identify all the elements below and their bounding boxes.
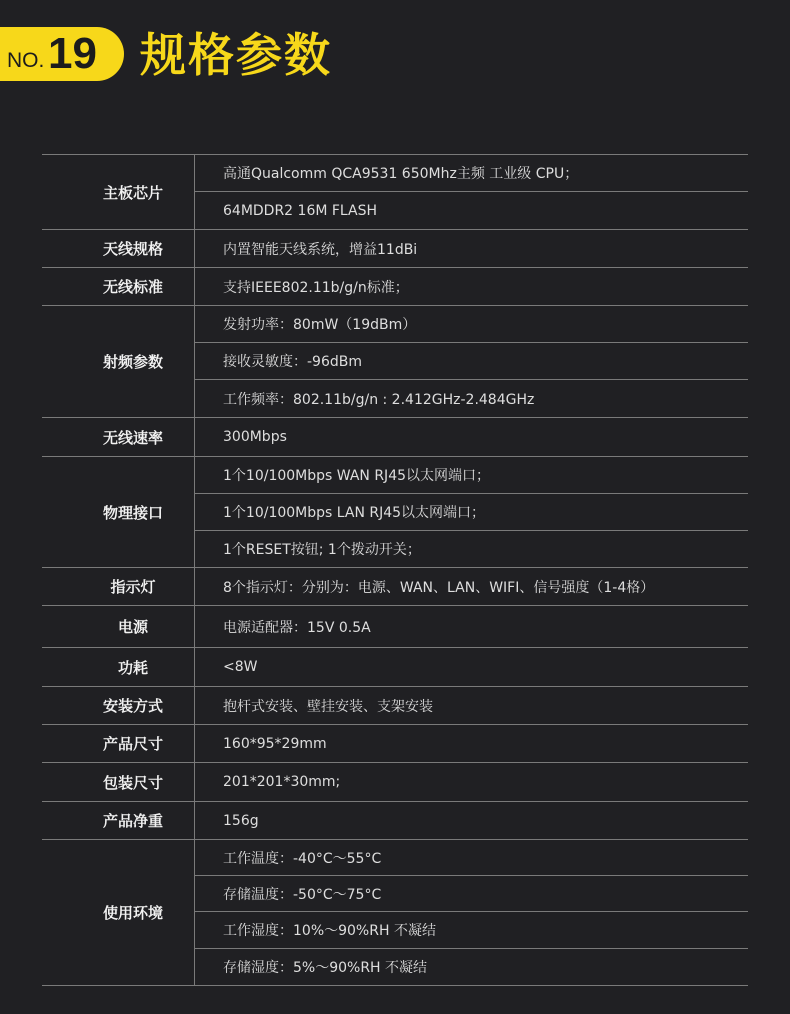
spec-values: [195, 268, 748, 305]
spec-value: 300Mbps: [223, 429, 287, 445]
spec-group: [42, 155, 748, 230]
spec-values: [195, 155, 748, 229]
spec-group: [42, 306, 748, 418]
section-header: [0, 27, 790, 87]
spec-group: [42, 802, 748, 840]
spec-values: [195, 840, 748, 985]
spec-values: [195, 568, 748, 605]
spec-value: 抱杆式安装、壁挂安装、支架安装: [223, 698, 433, 715]
spec-label: 无线标准: [42, 268, 195, 305]
badge-prefix: NO.: [7, 49, 45, 72]
spec-values: [195, 606, 748, 647]
spec-value: 高通Qualcomm QCA9531 650Mhz主频 工业级 CPU；: [195, 155, 748, 192]
spec-label: 天线规格: [42, 230, 195, 267]
spec-label: 包装尺寸: [42, 763, 195, 801]
spec-label: 无线速率: [42, 418, 195, 456]
spec-values: [195, 763, 748, 801]
spec-group: [42, 268, 748, 306]
spec-values: [195, 418, 748, 456]
spec-value: 201*201*30mm;: [223, 774, 341, 790]
spec-label: 安装方式: [42, 687, 195, 724]
spec-group: [42, 840, 748, 986]
spec-value: 160*95*29mm: [223, 735, 327, 752]
spec-group: [42, 418, 748, 457]
spec-value: 发射功率：80mW（19dBm）: [195, 306, 748, 343]
spec-value: 工作频率：802.11b/g/n : 2.412GHz-2.484GHz: [223, 391, 535, 408]
spec-group: [42, 725, 748, 763]
spec-group: [42, 687, 748, 725]
spec-value: 64MDDR2 16M FLASH: [223, 202, 378, 219]
spec-value: 存储温度：-50°C～75°C: [195, 876, 748, 912]
spec-label: 射频参数: [42, 306, 195, 417]
spec-group: [42, 648, 748, 687]
spec-table: [42, 154, 748, 986]
spec-label: 主板芯片: [42, 155, 195, 229]
spec-value: 1个10/100Mbps WAN RJ45以太网端口；: [195, 457, 748, 494]
badge-number: 19: [48, 29, 97, 78]
spec-label: 指示灯: [42, 568, 195, 605]
spec-values: [195, 802, 748, 839]
spec-values: [195, 457, 748, 567]
spec-value: 接收灵敏度：-96dBm: [195, 343, 748, 380]
spec-group: [42, 763, 748, 802]
spec-values: [195, 648, 748, 686]
spec-values: [195, 306, 748, 417]
spec-value: 8个指示灯：分别为：电源、WAN、LAN、WIFI、信号强度（1-4格）: [223, 579, 655, 596]
spec-value: 存储湿度：5%～90%RH 不凝结: [223, 960, 428, 976]
spec-value: 1个10/100Mbps LAN RJ45以太网端口；: [195, 494, 748, 531]
spec-value: 工作温度：-40°C～55°C: [195, 840, 748, 876]
spec-label: 产品净重: [42, 802, 195, 839]
spec-value: 工作湿度：10%～90%RH 不凝结: [195, 912, 748, 949]
spec-label: 功耗: [42, 648, 195, 686]
spec-label: 产品尺寸: [42, 725, 195, 762]
spec-label: 使用环境: [42, 840, 195, 985]
spec-values: [195, 725, 748, 762]
spec-value: 支持IEEE802.11b/g/n标准；: [223, 279, 409, 296]
spec-label: 物理接口: [42, 457, 195, 567]
spec-group: [42, 457, 748, 568]
spec-value: 156g: [223, 812, 259, 829]
spec-value: 1个RESET按钮; 1个拨动开关；: [223, 542, 421, 558]
spec-value: 内置智能天线系统，增益11dBi: [223, 241, 418, 258]
page-title: 规格参数: [140, 28, 332, 82]
section-number-badge: [0, 27, 124, 81]
spec-value: <8W: [223, 659, 258, 675]
spec-values: [195, 687, 748, 724]
spec-values: [195, 230, 748, 267]
spec-group: [42, 568, 748, 606]
spec-group: [42, 606, 748, 648]
spec-label: 电源: [42, 606, 195, 647]
spec-group: [42, 230, 748, 268]
spec-value: 电源适配器：15V 0.5A: [223, 619, 371, 636]
